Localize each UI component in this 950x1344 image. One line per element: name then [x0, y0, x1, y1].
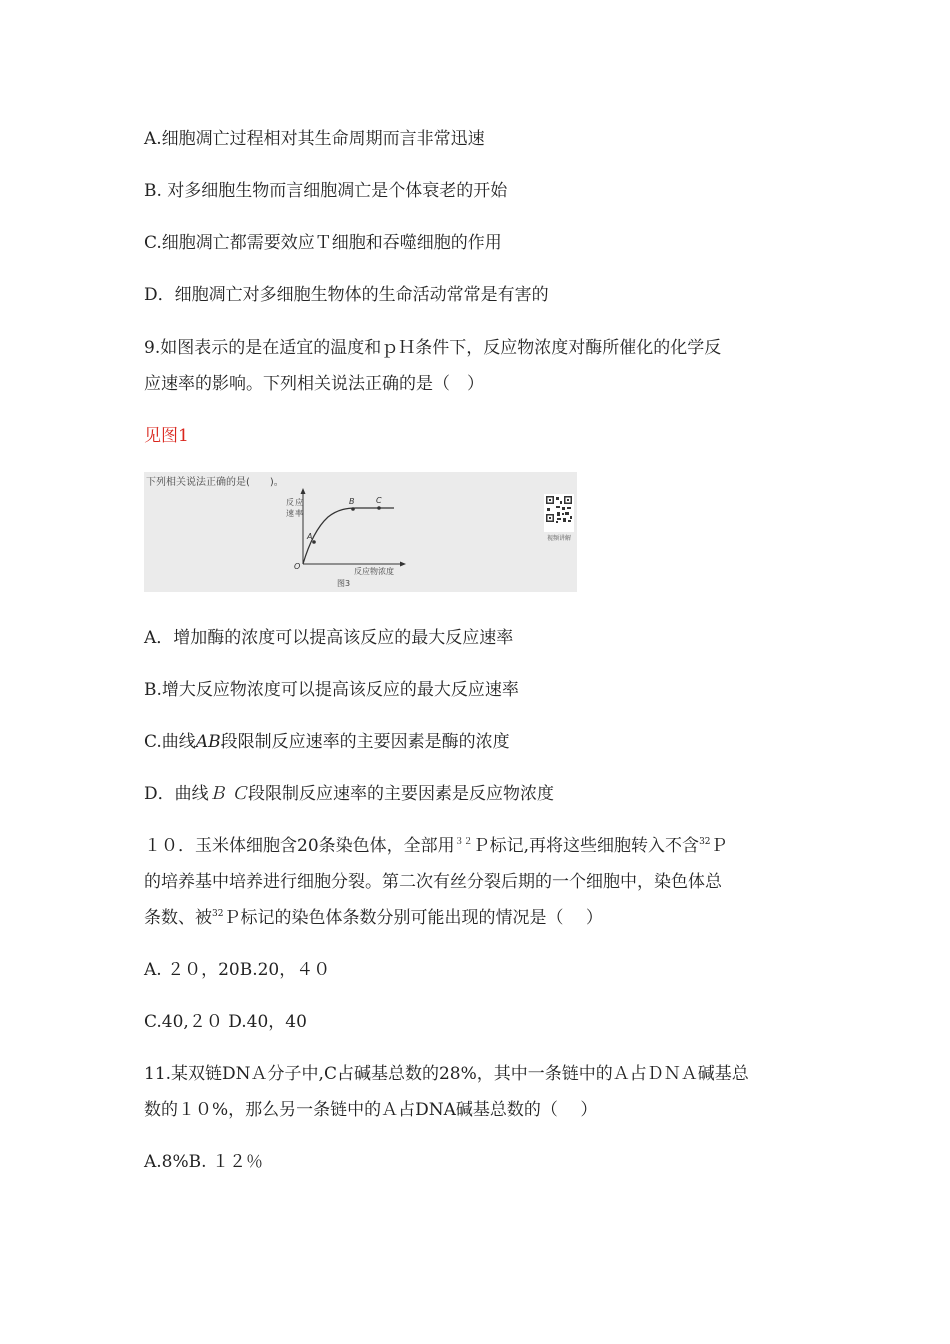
x-axis-label: 反应物浓度 [354, 567, 394, 576]
q10-l1-a: １０．玉米体细胞含20条染色体，全部用 [144, 836, 455, 856]
q8-option-b: B. 对多细胞生物而言细胞凋亡是个体衰老的开始 [144, 181, 508, 201]
q9-see-figure: 见图1 [144, 426, 189, 446]
q10-l3-b: Ｐ标记的染色体条数分别可能出现的情况是（ ） [223, 908, 603, 928]
q9-option-a: A．增加酶的浓度可以提高该反应的最大反应速率 [144, 628, 514, 648]
point-b-label: B [349, 497, 355, 506]
point-c-marker [377, 506, 381, 510]
figure-y-label-2: 应 [295, 498, 303, 507]
q10-l1-sup2: 32 [699, 837, 711, 847]
origin-label: O [294, 562, 301, 571]
q9-option-c [144, 731, 510, 753]
q10-l1-sup1: ３２ [454, 837, 473, 847]
point-a-label: A [307, 532, 313, 541]
figure-caption-top: 下列相关说法正确的是( )。 [146, 477, 284, 488]
figure-y-label-4: 率 [295, 509, 303, 518]
figure-1-graphic [144, 472, 577, 592]
q9-option-d-post: 段限制反应速率的主要因素是反应物浓度 [248, 784, 555, 804]
q10-stem-line2: 的培养基中培养进行细胞分裂。第二次有丝分裂后期的一个细胞中，染色体总 [144, 872, 722, 892]
q10-l3-a: 条数、被 [144, 908, 212, 928]
q9-stem-line1: 9.如图表示的是在适宜的温度和ｐＨ条件下，反应物浓度对酶所催化的化学反 [144, 338, 722, 358]
point-c-label: C [376, 496, 382, 505]
q9-option-c-segment: AB [195, 732, 221, 752]
q10-stem-line3 [144, 907, 603, 929]
q9-option-d-pre: D．曲线 [144, 784, 209, 804]
q9-option-d-segment: Ｂ Ｃ [208, 784, 249, 804]
figure-1 [144, 472, 577, 592]
q8-option-c: C.细胞凋亡都需要效应Ｔ细胞和吞噬细胞的作用 [144, 233, 502, 253]
figure-y-label-1: 反 [286, 498, 294, 507]
q9-option-c-post: 段限制反应速率的主要因素是酶的浓度 [220, 732, 510, 752]
q9-option-d [144, 783, 554, 805]
q10-l1-b: Ｐ标记,再将这些细胞转入不含 [472, 836, 700, 856]
figure-y-label-3: 速 [286, 509, 294, 518]
q10-stem-line1 [144, 835, 728, 857]
q8-option-a: A.细胞凋亡过程相对其生命周期而言非常迅速 [144, 129, 485, 149]
qr-caption: 视频讲解 [547, 535, 572, 542]
point-b-marker [351, 507, 355, 511]
q9-option-b: B.增大反应物浓度可以提高该反应的最大反应速率 [144, 680, 519, 700]
q10-l3-sup: 32 [212, 909, 224, 919]
q9-option-c-pre: C.曲线 [144, 732, 196, 752]
q8-option-d: D．细胞凋亡对多细胞生物体的生命活动常常是有害的 [144, 285, 549, 305]
figure-number: 图3 [337, 579, 351, 588]
q9-stem-line2: 应速率的影响。下列相关说法正确的是（ ） [144, 374, 484, 394]
q11-stem-line2: 数的１０%，那么另一条链中的Ａ占DNA碱基总数的（ ） [144, 1100, 598, 1120]
q10-l1-c: Ｐ [710, 836, 728, 856]
q11-options-ab: A.8%B. １２％ [144, 1152, 263, 1172]
q10-options-ab: A. ２０，20B.20，４０ [144, 960, 331, 980]
q10-options-cd: C.40,２０ D.40，40 [144, 1012, 307, 1032]
q11-stem-line1: 11.某双链DNＡ分子中,C占碱基总数的28%，其中一条链中的Ａ占ＤＮＡ碱基总 [144, 1064, 749, 1084]
point-a-marker [312, 540, 316, 544]
qr-code-icon [544, 494, 574, 532]
